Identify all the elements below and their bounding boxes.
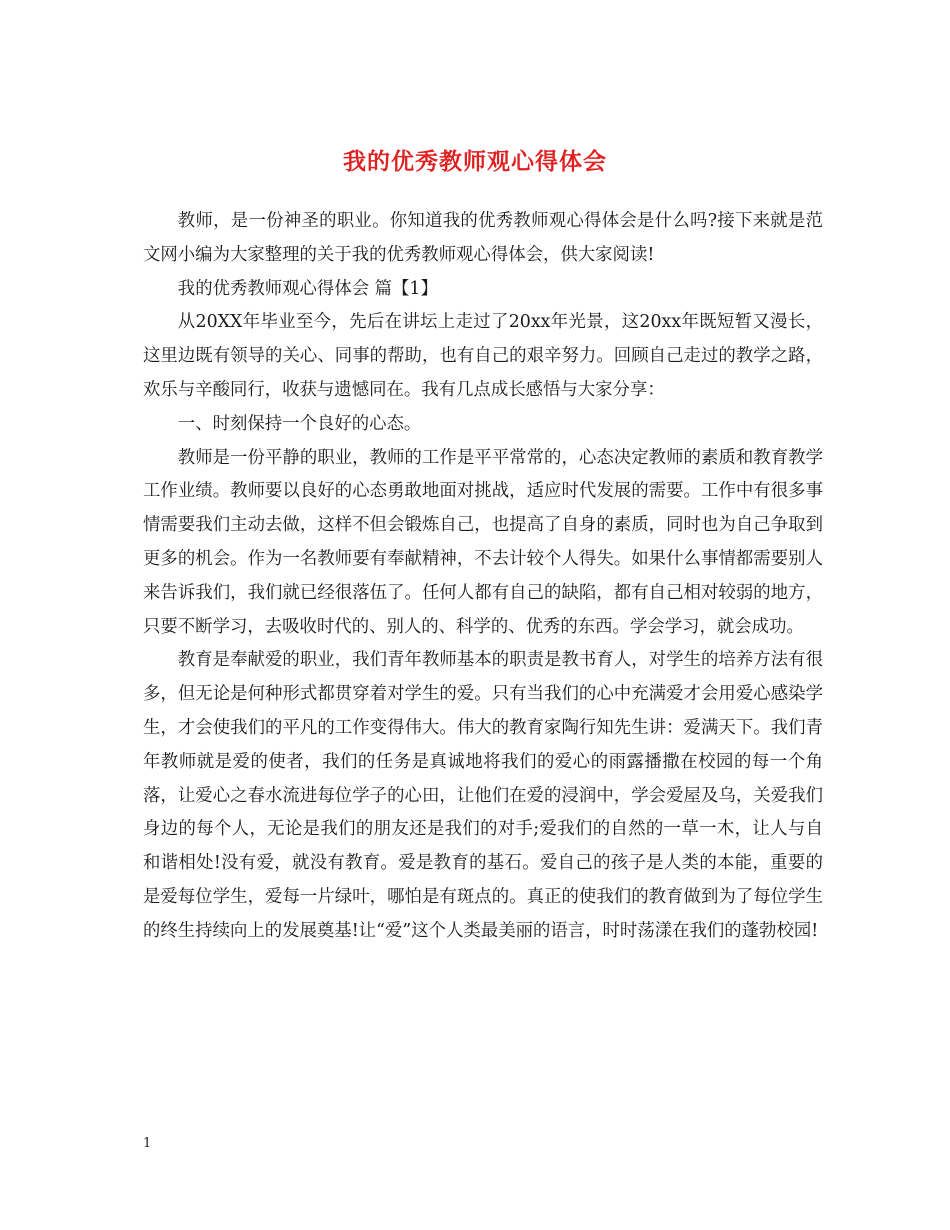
page-number: 1 [143,1136,152,1151]
document-body [143,205,823,949]
body-paragraph: 从20XX年毕业至今，先后在讲坛上走过了20xx年光景，这20xx年既短暂又漫长，这里边既有领导的关心、同事的帮助，也有自己的艰辛努力。回顾自己走过的教学之路，欢乐与辛酸同行，收获与遗憾同在。我有几点成长感悟与大家分享： [143,312,823,400]
intro-paragraph: 教师，是一份神圣的职业。你知道我的优秀教师观心得体会是什么吗?接下来就是范文网小编为大家整理的关于我的优秀教师观心得体会，供大家阅读! [143,211,823,265]
document-title: 我的优秀教师观心得体会 [343,148,607,176]
section-heading: 我的优秀教师观心得体会 篇【1】 [177,278,438,299]
subsection-heading: 一、时刻保持一个良好的心态。 [177,413,422,434]
body-paragraph: 教师是一份平静的职业，教师的工作是平平常常的，心态决定教师的素质和教育教学工作业绩。教师要以良好的心态勇敢地面对挑战，适应时代发展的需要。工作中有很多事情需要我们主动去做，这样不但会锻炼自己，也提高了自身的素质，同时也为自己争取到更多的机会。作为一名教师要有奉献精神，不去计较个人得失。如果什么事情都需要别人来告诉我们，我们就已经很落伍了。任何人都有自己的缺陷，都有自己相对较弱的地方，只要不断学习，去吸收时代的、别人的、科学的、优秀的东西。学会学习，就会成功。 [143,447,823,637]
body-paragraph: 教育是奉献爱的职业，我们青年教师基本的职责是教书育人，对学生的培养方法有很多，但无论是何种形式都贯穿着对学生的爱。只有当我们的心中充满爱才会用爱心感染学生，才会使我们的平凡的工作变得伟大。伟大的教育家陶行知先生讲：爱满天下。我们青年教师就是爱的使者，我们的任务是真诚地将我们的爱心的雨露播撒在校园的每一个角落，让爱心之春水流进每位学子的心田，让他们在爱的浸润中，学会爱屋及乌，关爱我们身边的每个人，无论是我们的朋友还是我们的对手;爱我们的自然的一草一木，让人与自和谐相处!没有爱，就没有教育。爱是教育的基石。爱自己的孩子是人类的本能，重要的是爱每位学生，爱每一片绿叶，哪怕是有斑点的。真正的使我们的教育做到为了每位学生的终生持续向上的发展奠基!让“爱”这个人类最美丽的语言，时时荡漾在我们的蓬勃校园! [143,650,823,941]
